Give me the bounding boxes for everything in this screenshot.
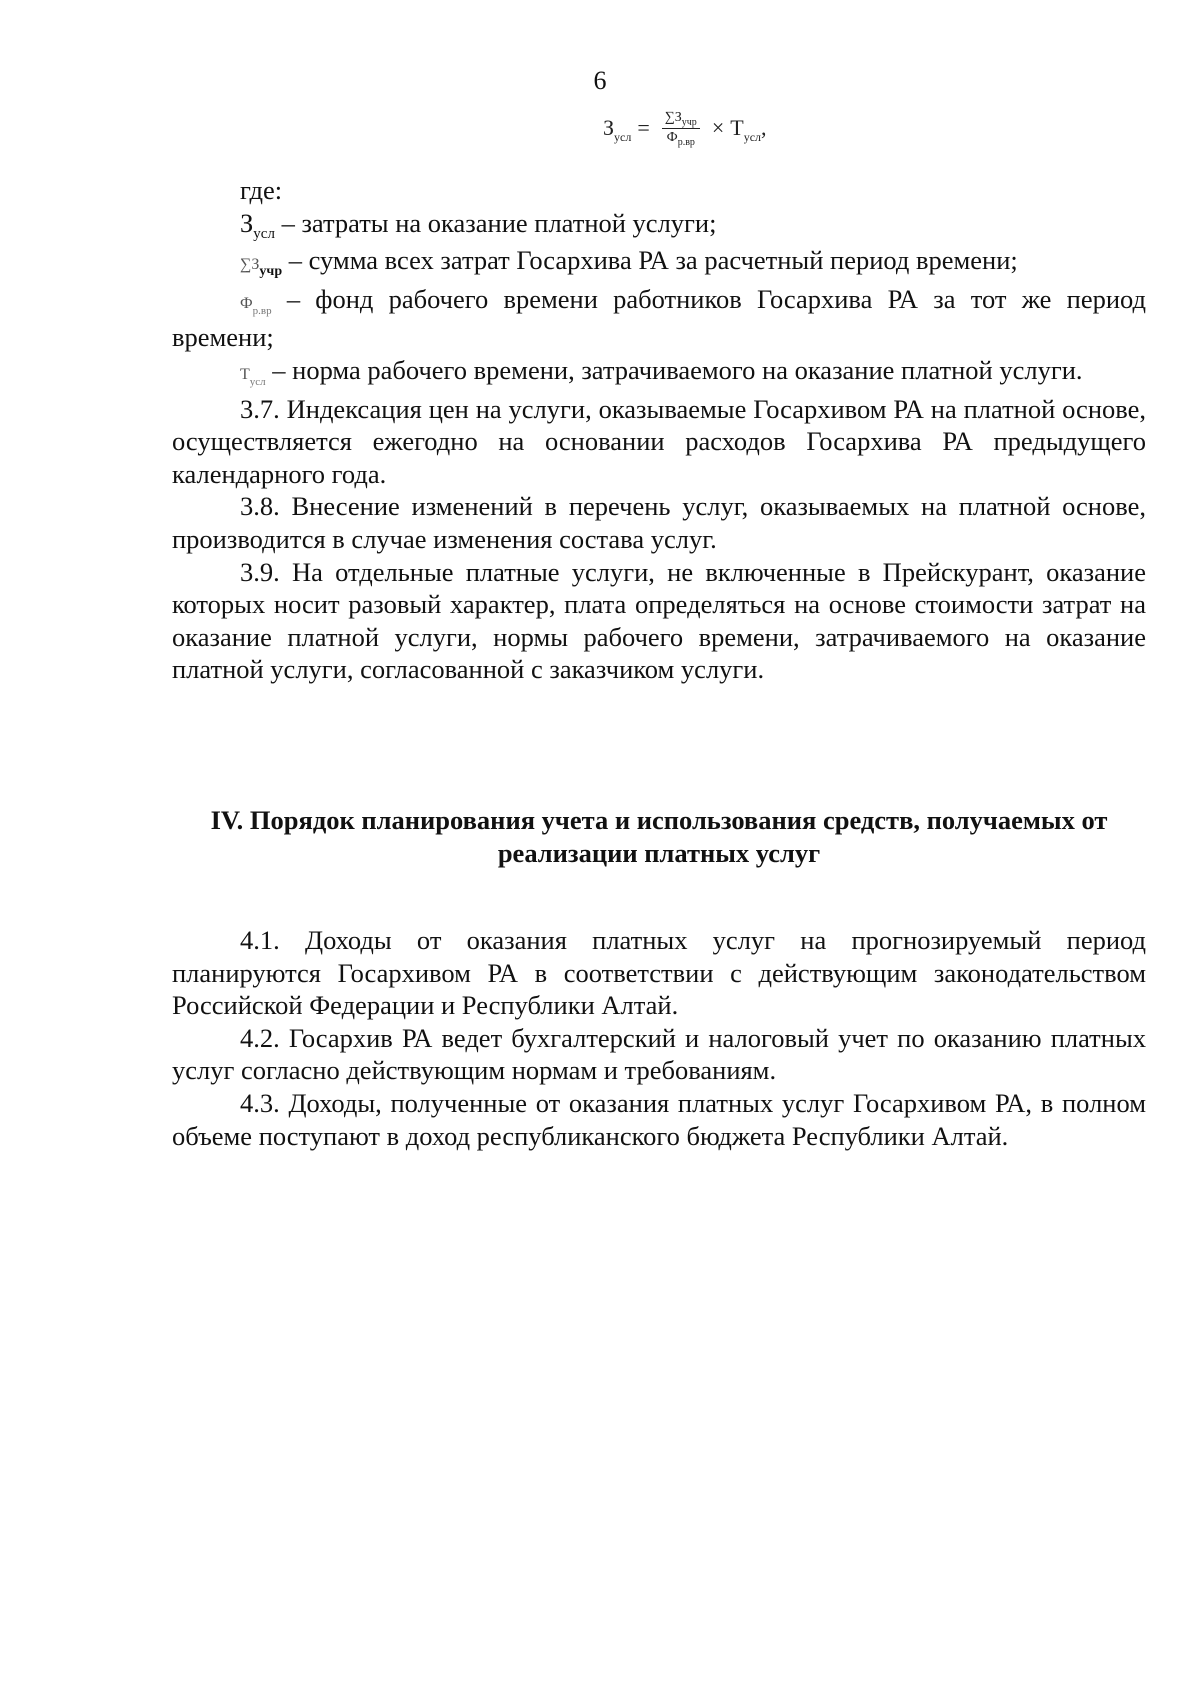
formula-rhs: $Т_{усл}$, (730, 115, 767, 144)
definition-f-vr: $Ф_{р.вр}$ – фонд рабочего времени работников Госархива РА за тот же период времени; (172, 283, 1146, 353)
paragraph-3-8: 3.8. Внесение изменений в перечень услуг, оказываемых на платной основе, производится в случае изменения состава услуг. (172, 491, 1146, 554)
paragraph-4-3: 4.3. Доходы, полученные от оказания платных услуг Госархивом РА, в полном объеме поступают в доход республиканского бюджета Республики Алтай. (172, 1087, 1146, 1151)
section-4-heading: IV. Порядок планирования учета и использования средств, получаемых от реализации платных услуг (210, 805, 1108, 868)
section-4-body (172, 924, 1146, 1152)
page-number: 6 (593, 66, 607, 95)
where-label: где: (240, 175, 283, 205)
definitions-and-section-3 (172, 174, 1146, 686)
paragraph-4-1: 4.1. Доходы от оказания платных услуг на прогнозируемый период планируются Госархивом РА в соответствии с действующим законодательством Российской Федерации и Республики Алтай. (172, 925, 1146, 1021)
paragraph-3-7: 3.7. Индексация цен на услуги, оказываемые Госархивом РА на платной основе, осуществляется ежегодно на основании расходов Госархива РА предыдущего календарного года. (172, 393, 1146, 489)
definition-sum-z: $\sum З_{учр}$ – сумма всех затрат Госархива РА за расчетный период времени; (240, 245, 1018, 280)
definition-t-usl: $Т_{усл}$ – норма рабочего времени, затрачиваемого на оказание платной услуги. (240, 354, 1083, 388)
formula-denominator: $Ф_{р.вр}$ (666, 129, 695, 148)
formula-times: × (711, 115, 725, 140)
paragraph-3-9: 3.9. На отдельные платные услуги, не включенные в Прейскурант, оказание которых носит разовый характер, плата определяться на основе стоимости затрат на оказание платной услуги, нормы рабочего времени, затрачиваемого на оказание платной услуги, согласованной с заказчиком услуги. (172, 556, 1146, 685)
formula-numerator: $\sum З_{учр}$ (662, 109, 700, 129)
paragraph-4-2: 4.2. Госархив РА ведет бухгалтерский и налоговый учет по оказанию платных услуг согласно действующим нормам и требованиям. (172, 1022, 1146, 1086)
definition-z-usl: $З_{усл}$ – затраты на оказание платной услуги; (240, 207, 717, 242)
formula-fraction (662, 109, 700, 148)
formula-lhs: $З_{усл}$ (603, 115, 632, 144)
formula-equals: = (637, 115, 650, 140)
cost-formula (603, 100, 767, 156)
